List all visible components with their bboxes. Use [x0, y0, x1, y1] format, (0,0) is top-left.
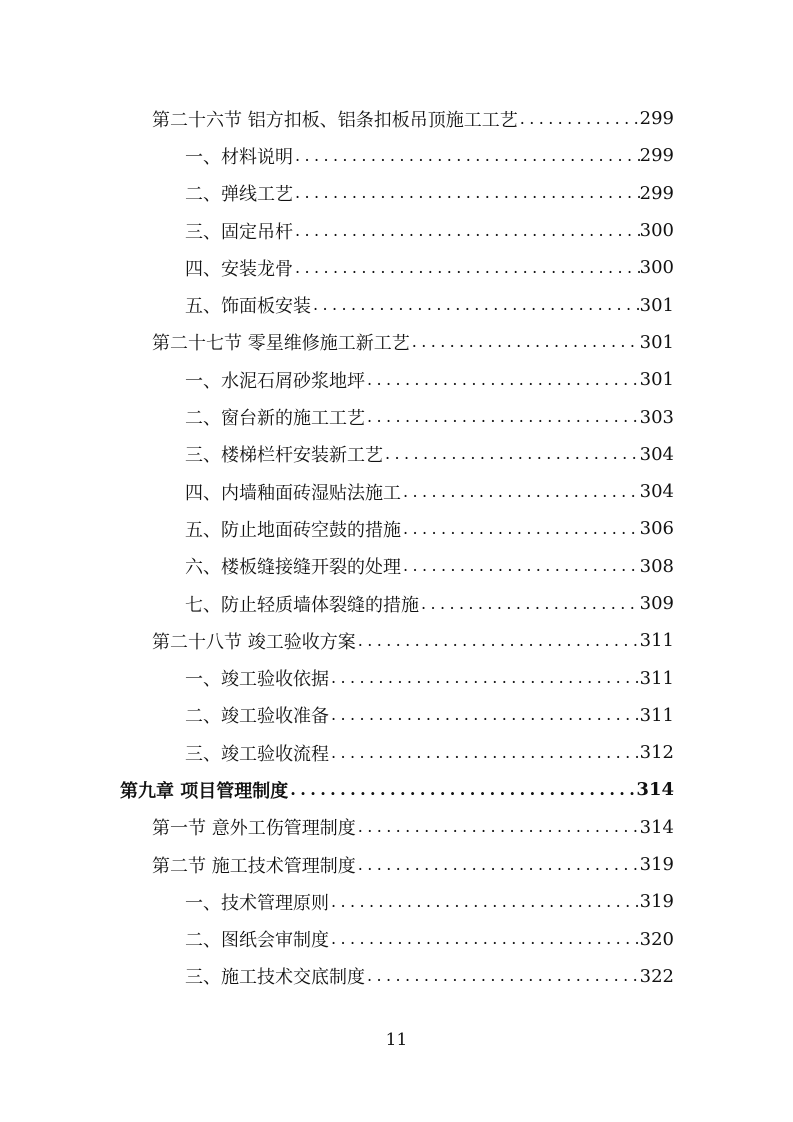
toc-entry-title: 四、安装龙骨: [185, 258, 293, 280]
toc-dot-leader: [358, 633, 640, 649]
toc-dot-leader: [331, 670, 640, 686]
toc-section-entry[interactable]: [0, 100, 793, 137]
toc-entry-page-number: 300: [639, 257, 674, 279]
toc-entry-title: 第一节 意外工伤管理制度: [152, 818, 356, 840]
toc-section-entry[interactable]: [0, 324, 793, 361]
toc-entry-page-number: 314: [639, 816, 674, 838]
toc-entry-title: 三、竣工验收流程: [185, 743, 329, 765]
toc-entry-title: 六、楼板缝接缝开裂的处理: [185, 557, 401, 579]
toc-entry-title: 二、弹线工艺: [185, 184, 293, 206]
toc-subsection-entry[interactable]: [0, 175, 793, 212]
toc-dot-leader: [295, 223, 640, 239]
toc-dot-leader: [331, 745, 640, 761]
toc-entry-title: 二、图纸会审制度: [185, 930, 329, 952]
toc-entry-page-number: 319: [639, 891, 674, 913]
toc-entry-page-number: 311: [639, 667, 674, 689]
toc-entry-title: 二、竣工验收准备: [185, 706, 329, 728]
toc-entry-title: 三、固定吊杆: [185, 221, 293, 243]
toc-subsection-entry[interactable]: [0, 510, 793, 547]
toc-subsection-entry[interactable]: [0, 436, 793, 473]
toc-dot-leader: [367, 409, 640, 425]
toc-dot-leader: [290, 782, 636, 798]
toc-subsection-entry[interactable]: [0, 659, 793, 696]
toc-entry-title: 第二十七节 零星维修施工新工艺: [152, 333, 410, 355]
toc-subsection-entry[interactable]: [0, 958, 793, 995]
toc-subsection-entry[interactable]: [0, 883, 793, 920]
toc-entry-page-number: 299: [639, 182, 674, 204]
toc-entry-page-number: 322: [639, 965, 674, 987]
toc-entry-page-number: 311: [639, 704, 674, 726]
toc-entry-title: 三、楼梯栏杆安装新工艺: [185, 445, 383, 467]
toc-dot-leader: [412, 334, 640, 350]
toc-dot-leader: [331, 931, 640, 947]
toc-entry-page-number: 314: [636, 779, 674, 801]
toc-entry-page-number: 309: [639, 593, 674, 614]
toc-entry-page-number: 301: [639, 294, 674, 316]
toc-entry-page-number: 308: [639, 555, 674, 577]
toc-entry-page-number: 301: [639, 369, 674, 391]
toc-entry-page-number: 301: [639, 331, 674, 353]
toc-dot-leader: [421, 596, 640, 612]
toc-entry-title: 一、技术管理原则: [185, 892, 329, 914]
toc-entry-title: 四、内墙釉面砖湿贴法施工: [185, 482, 401, 504]
toc-entry-page-number: 306: [639, 518, 674, 540]
toc-entry-page-number: 312: [639, 742, 674, 764]
toc-entry-title: 第二十六节 铝方扣板、铝条扣板吊顶施工工艺: [152, 109, 518, 131]
toc-entry-title: 三、施工技术交底制度: [185, 967, 365, 989]
toc-entry-title: 第二节 施工技术管理制度: [152, 855, 356, 877]
toc-entry-page-number: 300: [639, 220, 674, 242]
toc-dot-leader: [403, 521, 640, 537]
toc-dot-leader: [313, 297, 640, 313]
toc-entry-title: 七、防止轻质墙体裂缝的措施: [185, 594, 419, 616]
table-of-contents: [0, 100, 793, 995]
toc-chapter-entry[interactable]: [0, 771, 793, 808]
toc-subsection-entry[interactable]: [0, 137, 793, 174]
toc-dot-leader: [403, 558, 640, 574]
toc-entry-page-number: 311: [639, 630, 674, 652]
toc-dot-leader: [385, 446, 640, 462]
toc-dot-leader: [295, 260, 640, 276]
toc-entry-page-number: 299: [639, 108, 674, 130]
page-number: 11: [385, 1030, 408, 1050]
toc-subsection-entry[interactable]: [0, 548, 793, 585]
toc-dot-leader: [403, 484, 640, 500]
toc-subsection-entry[interactable]: [0, 361, 793, 398]
toc-entry-page-number: 303: [639, 406, 674, 428]
toc-dot-leader: [331, 707, 640, 723]
toc-subsection-entry[interactable]: [0, 585, 793, 622]
toc-section-entry[interactable]: [0, 809, 793, 846]
toc-entry-title: 第二十八节 竣工验收方案: [152, 631, 356, 653]
toc-subsection-entry[interactable]: [0, 921, 793, 958]
toc-entry-page-number: 319: [639, 854, 674, 876]
toc-subsection-entry[interactable]: [0, 249, 793, 286]
toc-subsection-entry[interactable]: [0, 734, 793, 771]
toc-dot-leader: [295, 185, 640, 201]
toc-dot-leader: [295, 148, 640, 164]
toc-dot-leader: [367, 968, 640, 984]
toc-entry-page-number: 304: [639, 481, 674, 503]
toc-entry-page-number: 304: [639, 443, 674, 465]
toc-dot-leader: [358, 857, 640, 873]
toc-entry-title: 一、材料说明: [185, 146, 293, 168]
toc-subsection-entry[interactable]: [0, 473, 793, 510]
toc-subsection-entry[interactable]: [0, 212, 793, 249]
toc-dot-leader: [520, 111, 640, 127]
toc-subsection-entry[interactable]: [0, 286, 793, 323]
toc-subsection-entry[interactable]: [0, 697, 793, 734]
toc-dot-leader: [358, 819, 640, 835]
toc-entry-page-number: 320: [639, 928, 674, 950]
toc-entry-title: 一、水泥石屑砂浆地坪: [185, 370, 365, 392]
toc-dot-leader: [367, 372, 640, 388]
toc-entry-title: 五、防止地面砖空鼓的措施: [185, 519, 401, 541]
toc-entry-page-number: 299: [639, 145, 674, 167]
toc-entry-title: 二、窗台新的施工工艺: [185, 408, 365, 430]
toc-dot-leader: [331, 894, 640, 910]
toc-entry-title: 五、饰面板安装: [185, 296, 311, 318]
toc-subsection-entry[interactable]: [0, 398, 793, 435]
toc-entry-title: 第九章 项目管理制度: [120, 780, 289, 802]
toc-section-entry[interactable]: [0, 622, 793, 659]
toc-entry-title: 一、竣工验收依据: [185, 669, 329, 691]
toc-section-entry[interactable]: [0, 846, 793, 883]
